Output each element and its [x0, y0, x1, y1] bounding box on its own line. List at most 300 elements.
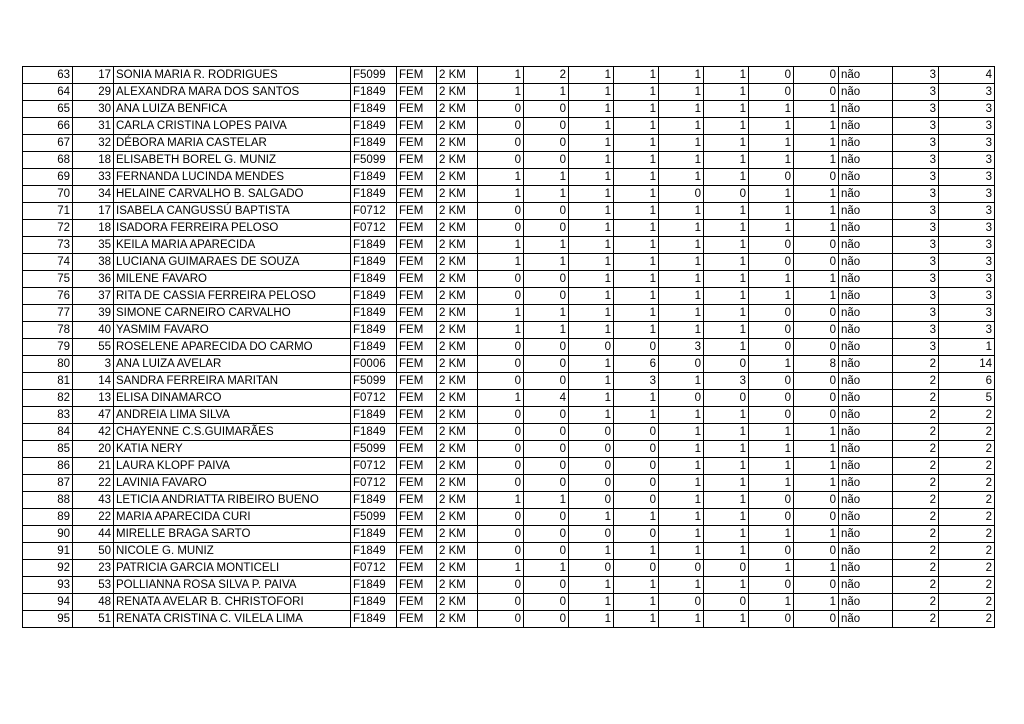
value-7-cell: 0 [749, 577, 794, 594]
value-7-cell: 1 [749, 152, 794, 169]
group-cell: 2 [893, 560, 939, 577]
value-3-cell: 1 [569, 254, 614, 271]
value-8-cell: 1 [794, 135, 839, 152]
value-6-cell: 1 [704, 475, 749, 492]
value-7-cell: 0 [749, 237, 794, 254]
value-3-cell: 1 [569, 373, 614, 390]
group-cell: 3 [893, 271, 939, 288]
distance-cell: 2 KM [437, 373, 478, 390]
category-code-cell: F0712 [351, 458, 397, 475]
row-index-cell: 66 [23, 118, 73, 135]
value-5-cell: 1 [659, 254, 704, 271]
value-2-cell: 1 [524, 254, 569, 271]
value-8-cell: 1 [794, 458, 839, 475]
distance-cell: 2 KM [437, 67, 478, 84]
value-6-cell: 0 [704, 594, 749, 611]
group-cell: 3 [893, 84, 939, 101]
value-8-cell: 0 [794, 509, 839, 526]
value-7-cell: 1 [749, 475, 794, 492]
value-1-cell: 0 [478, 373, 524, 390]
value-1-cell: 1 [478, 322, 524, 339]
value-3-cell: 0 [569, 475, 614, 492]
gender-cell: FEM [397, 492, 437, 509]
value-5-cell: 0 [659, 186, 704, 203]
distance-cell: 2 KM [437, 305, 478, 322]
table-row [23, 254, 995, 271]
value-7-cell: 1 [749, 203, 794, 220]
bib-number-cell: 18 [73, 220, 114, 237]
table-row [23, 305, 995, 322]
total-cell: 3 [939, 135, 995, 152]
value-3-cell: 1 [569, 169, 614, 186]
value-5-cell: 1 [659, 458, 704, 475]
table-row [23, 458, 995, 475]
athlete-name-cell: KATIA NERY [114, 441, 351, 458]
row-index-cell: 71 [23, 203, 73, 220]
value-5-cell: 1 [659, 611, 704, 628]
table-row [23, 220, 995, 237]
distance-cell: 2 KM [437, 407, 478, 424]
athlete-name-cell: ANA LUIZA AVELAR [114, 356, 351, 373]
value-2-cell: 0 [524, 577, 569, 594]
athlete-name-cell: RENATA CRISTINA C. VILELA LIMA [114, 611, 351, 628]
bib-number-cell: 44 [73, 526, 114, 543]
value-5-cell: 1 [659, 220, 704, 237]
value-6-cell: 1 [704, 509, 749, 526]
value-6-cell: 1 [704, 458, 749, 475]
value-5-cell: 1 [659, 407, 704, 424]
total-cell: 6 [939, 373, 995, 390]
category-code-cell: F1849 [351, 577, 397, 594]
bib-number-cell: 31 [73, 118, 114, 135]
value-5-cell: 0 [659, 390, 704, 407]
value-8-cell: 1 [794, 220, 839, 237]
bib-number-cell: 17 [73, 67, 114, 84]
table-row [23, 152, 995, 169]
athlete-name-cell: LETICIA ANDRIATTA RIBEIRO BUENO [114, 492, 351, 509]
row-index-cell: 92 [23, 560, 73, 577]
table-row [23, 509, 995, 526]
value-4-cell: 1 [614, 390, 659, 407]
table-row [23, 135, 995, 152]
value-3-cell: 0 [569, 441, 614, 458]
flag-cell: não [839, 441, 893, 458]
category-code-cell: F1849 [351, 322, 397, 339]
table-row [23, 322, 995, 339]
athlete-name-cell: MIRELLE BRAGA SARTO [114, 526, 351, 543]
value-4-cell: 1 [614, 118, 659, 135]
gender-cell: FEM [397, 220, 437, 237]
value-6-cell: 1 [704, 84, 749, 101]
flag-cell: não [839, 288, 893, 305]
value-2-cell: 0 [524, 475, 569, 492]
value-4-cell: 1 [614, 101, 659, 118]
bib-number-cell: 13 [73, 390, 114, 407]
value-7-cell: 0 [749, 67, 794, 84]
category-code-cell: F1849 [351, 492, 397, 509]
row-index-cell: 90 [23, 526, 73, 543]
distance-cell: 2 KM [437, 203, 478, 220]
value-7-cell: 1 [749, 220, 794, 237]
group-cell: 2 [893, 356, 939, 373]
distance-cell: 2 KM [437, 475, 478, 492]
value-8-cell: 8 [794, 356, 839, 373]
flag-cell: não [839, 220, 893, 237]
value-3-cell: 1 [569, 67, 614, 84]
bib-number-cell: 37 [73, 288, 114, 305]
athlete-name-cell: CHAYENNE C.S.GUIMARÃES [114, 424, 351, 441]
value-5-cell: 1 [659, 373, 704, 390]
bib-number-cell: 18 [73, 152, 114, 169]
value-4-cell: 0 [614, 492, 659, 509]
group-cell: 3 [893, 220, 939, 237]
flag-cell: não [839, 169, 893, 186]
value-4-cell: 1 [614, 594, 659, 611]
value-6-cell: 3 [704, 373, 749, 390]
value-7-cell: 0 [749, 611, 794, 628]
distance-cell: 2 KM [437, 271, 478, 288]
athlete-name-cell: LUCIANA GUIMARAES DE SOUZA [114, 254, 351, 271]
value-1-cell: 1 [478, 390, 524, 407]
value-8-cell: 0 [794, 169, 839, 186]
total-cell: 3 [939, 220, 995, 237]
value-4-cell: 1 [614, 611, 659, 628]
value-2-cell: 0 [524, 288, 569, 305]
gender-cell: FEM [397, 288, 437, 305]
value-2-cell: 0 [524, 339, 569, 356]
value-4-cell: 1 [614, 186, 659, 203]
category-code-cell: F1849 [351, 424, 397, 441]
value-6-cell: 1 [704, 441, 749, 458]
gender-cell: FEM [397, 373, 437, 390]
value-3-cell: 1 [569, 186, 614, 203]
value-2-cell: 0 [524, 458, 569, 475]
total-cell: 3 [939, 101, 995, 118]
value-4-cell: 1 [614, 305, 659, 322]
value-3-cell: 1 [569, 101, 614, 118]
value-7-cell: 0 [749, 373, 794, 390]
flag-cell: não [839, 611, 893, 628]
value-2-cell: 1 [524, 492, 569, 509]
value-6-cell: 1 [704, 492, 749, 509]
value-4-cell: 1 [614, 169, 659, 186]
value-7-cell: 0 [749, 492, 794, 509]
value-4-cell: 0 [614, 526, 659, 543]
distance-cell: 2 KM [437, 458, 478, 475]
value-1-cell: 0 [478, 271, 524, 288]
bib-number-cell: 20 [73, 441, 114, 458]
value-1-cell: 0 [478, 577, 524, 594]
bib-number-cell: 36 [73, 271, 114, 288]
table-row [23, 526, 995, 543]
value-1-cell: 1 [478, 169, 524, 186]
value-6-cell: 0 [704, 390, 749, 407]
value-3-cell: 1 [569, 152, 614, 169]
value-1-cell: 0 [478, 101, 524, 118]
value-8-cell: 1 [794, 594, 839, 611]
value-7-cell: 0 [749, 84, 794, 101]
table-row [23, 84, 995, 101]
group-cell: 3 [893, 288, 939, 305]
flag-cell: não [839, 322, 893, 339]
value-8-cell: 1 [794, 441, 839, 458]
value-6-cell: 1 [704, 169, 749, 186]
value-1-cell: 1 [478, 186, 524, 203]
category-code-cell: F0006 [351, 356, 397, 373]
category-code-cell: F1849 [351, 186, 397, 203]
distance-cell: 2 KM [437, 135, 478, 152]
row-index-cell: 70 [23, 186, 73, 203]
value-8-cell: 1 [794, 288, 839, 305]
value-7-cell: 0 [749, 339, 794, 356]
value-1-cell: 0 [478, 288, 524, 305]
value-3-cell: 1 [569, 322, 614, 339]
row-index-cell: 63 [23, 67, 73, 84]
flag-cell: não [839, 407, 893, 424]
total-cell: 2 [939, 594, 995, 611]
value-8-cell: 0 [794, 407, 839, 424]
value-2-cell: 0 [524, 594, 569, 611]
value-2-cell: 0 [524, 373, 569, 390]
value-8-cell: 1 [794, 424, 839, 441]
value-5-cell: 1 [659, 577, 704, 594]
value-1-cell: 1 [478, 560, 524, 577]
value-1-cell: 0 [478, 441, 524, 458]
group-cell: 3 [893, 118, 939, 135]
distance-cell: 2 KM [437, 169, 478, 186]
total-cell: 3 [939, 186, 995, 203]
group-cell: 3 [893, 186, 939, 203]
value-2-cell: 0 [524, 424, 569, 441]
athlete-name-cell: FERNANDA LUCINDA MENDES [114, 169, 351, 186]
bib-number-cell: 33 [73, 169, 114, 186]
group-cell: 3 [893, 254, 939, 271]
gender-cell: FEM [397, 203, 437, 220]
value-8-cell: 0 [794, 237, 839, 254]
group-cell: 3 [893, 237, 939, 254]
gender-cell: FEM [397, 390, 437, 407]
value-8-cell: 1 [794, 475, 839, 492]
value-1-cell: 0 [478, 356, 524, 373]
total-cell: 2 [939, 424, 995, 441]
table-row [23, 543, 995, 560]
gender-cell: FEM [397, 611, 437, 628]
value-1-cell: 0 [478, 339, 524, 356]
value-3-cell: 0 [569, 424, 614, 441]
row-index-cell: 82 [23, 390, 73, 407]
value-4-cell: 1 [614, 288, 659, 305]
category-code-cell: F5099 [351, 373, 397, 390]
value-5-cell: 1 [659, 101, 704, 118]
flag-cell: não [839, 390, 893, 407]
bib-number-cell: 50 [73, 543, 114, 560]
gender-cell: FEM [397, 509, 437, 526]
value-2-cell: 1 [524, 305, 569, 322]
row-index-cell: 95 [23, 611, 73, 628]
value-3-cell: 1 [569, 203, 614, 220]
table-row [23, 424, 995, 441]
group-cell: 2 [893, 475, 939, 492]
gender-cell: FEM [397, 305, 437, 322]
distance-cell: 2 KM [437, 441, 478, 458]
distance-cell: 2 KM [437, 339, 478, 356]
group-cell: 3 [893, 135, 939, 152]
value-3-cell: 1 [569, 407, 614, 424]
group-cell: 2 [893, 441, 939, 458]
flag-cell: não [839, 271, 893, 288]
value-5-cell: 1 [659, 237, 704, 254]
gender-cell: FEM [397, 594, 437, 611]
value-1-cell: 0 [478, 543, 524, 560]
value-5-cell: 1 [659, 169, 704, 186]
value-4-cell: 0 [614, 339, 659, 356]
category-code-cell: F5099 [351, 67, 397, 84]
value-3-cell: 1 [569, 288, 614, 305]
row-index-cell: 81 [23, 373, 73, 390]
value-6-cell: 1 [704, 254, 749, 271]
bib-number-cell: 22 [73, 509, 114, 526]
row-index-cell: 67 [23, 135, 73, 152]
category-code-cell: F1849 [351, 84, 397, 101]
athlete-name-cell: MILENE FAVARO [114, 271, 351, 288]
group-cell: 3 [893, 322, 939, 339]
value-8-cell: 1 [794, 118, 839, 135]
group-cell: 2 [893, 526, 939, 543]
value-2-cell: 0 [524, 543, 569, 560]
distance-cell: 2 KM [437, 356, 478, 373]
row-index-cell: 72 [23, 220, 73, 237]
athlete-name-cell: DÉBORA MARIA CASTELAR [114, 135, 351, 152]
value-4-cell: 0 [614, 560, 659, 577]
category-code-cell: F1849 [351, 271, 397, 288]
total-cell: 2 [939, 407, 995, 424]
table-row [23, 237, 995, 254]
athlete-name-cell: RITA DE CASSIA FERREIRA PELOSO [114, 288, 351, 305]
category-code-cell: F5099 [351, 152, 397, 169]
value-7-cell: 0 [749, 254, 794, 271]
value-2-cell: 0 [524, 203, 569, 220]
bib-number-cell: 17 [73, 203, 114, 220]
value-7-cell: 1 [749, 441, 794, 458]
flag-cell: não [839, 526, 893, 543]
value-2-cell: 0 [524, 407, 569, 424]
total-cell: 3 [939, 288, 995, 305]
bib-number-cell: 55 [73, 339, 114, 356]
value-5-cell: 1 [659, 271, 704, 288]
athlete-name-cell: SANDRA FERREIRA MARITAN [114, 373, 351, 390]
total-cell: 3 [939, 271, 995, 288]
value-4-cell: 3 [614, 373, 659, 390]
row-index-cell: 80 [23, 356, 73, 373]
value-7-cell: 0 [749, 407, 794, 424]
value-4-cell: 1 [614, 220, 659, 237]
value-4-cell: 1 [614, 237, 659, 254]
value-8-cell: 0 [794, 492, 839, 509]
value-6-cell: 1 [704, 152, 749, 169]
table-row [23, 407, 995, 424]
value-2-cell: 1 [524, 322, 569, 339]
category-code-cell: F1849 [351, 594, 397, 611]
value-6-cell: 1 [704, 543, 749, 560]
value-6-cell: 0 [704, 560, 749, 577]
value-6-cell: 1 [704, 101, 749, 118]
gender-cell: FEM [397, 526, 437, 543]
distance-cell: 2 KM [437, 543, 478, 560]
row-index-cell: 86 [23, 458, 73, 475]
distance-cell: 2 KM [437, 322, 478, 339]
athlete-name-cell: ISADORA FERREIRA PELOSO [114, 220, 351, 237]
value-3-cell: 1 [569, 84, 614, 101]
athlete-name-cell: ROSELENE APARECIDA DO CARMO [114, 339, 351, 356]
table-body [23, 67, 995, 628]
gender-cell: FEM [397, 407, 437, 424]
value-5-cell: 1 [659, 475, 704, 492]
distance-cell: 2 KM [437, 560, 478, 577]
table-row [23, 492, 995, 509]
athlete-name-cell: NICOLE G. MUNIZ [114, 543, 351, 560]
flag-cell: não [839, 101, 893, 118]
group-cell: 3 [893, 169, 939, 186]
value-2-cell: 0 [524, 271, 569, 288]
table-row [23, 186, 995, 203]
flag-cell: não [839, 237, 893, 254]
value-4-cell: 0 [614, 458, 659, 475]
total-cell: 3 [939, 254, 995, 271]
bib-number-cell: 35 [73, 237, 114, 254]
value-3-cell: 1 [569, 356, 614, 373]
value-5-cell: 0 [659, 356, 704, 373]
value-8-cell: 1 [794, 526, 839, 543]
group-cell: 2 [893, 373, 939, 390]
distance-cell: 2 KM [437, 84, 478, 101]
row-index-cell: 87 [23, 475, 73, 492]
category-code-cell: F1849 [351, 407, 397, 424]
row-index-cell: 65 [23, 101, 73, 118]
row-index-cell: 84 [23, 424, 73, 441]
flag-cell: não [839, 560, 893, 577]
results-table [22, 66, 995, 628]
total-cell: 2 [939, 509, 995, 526]
bib-number-cell: 34 [73, 186, 114, 203]
bib-number-cell: 22 [73, 475, 114, 492]
table-row [23, 118, 995, 135]
row-index-cell: 74 [23, 254, 73, 271]
gender-cell: FEM [397, 254, 437, 271]
athlete-name-cell: CARLA CRISTINA LOPES PAIVA [114, 118, 351, 135]
group-cell: 2 [893, 577, 939, 594]
flag-cell: não [839, 339, 893, 356]
value-1-cell: 0 [478, 203, 524, 220]
value-3-cell: 1 [569, 271, 614, 288]
value-3-cell: 1 [569, 135, 614, 152]
value-1-cell: 0 [478, 424, 524, 441]
value-1-cell: 0 [478, 220, 524, 237]
value-5-cell: 1 [659, 152, 704, 169]
value-8-cell: 0 [794, 611, 839, 628]
value-7-cell: 1 [749, 594, 794, 611]
value-3-cell: 0 [569, 458, 614, 475]
gender-cell: FEM [397, 577, 437, 594]
row-index-cell: 93 [23, 577, 73, 594]
distance-cell: 2 KM [437, 101, 478, 118]
value-8-cell: 0 [794, 67, 839, 84]
total-cell: 4 [939, 67, 995, 84]
value-8-cell: 0 [794, 322, 839, 339]
bib-number-cell: 29 [73, 84, 114, 101]
value-8-cell: 0 [794, 390, 839, 407]
value-3-cell: 1 [569, 390, 614, 407]
value-7-cell: 0 [749, 509, 794, 526]
